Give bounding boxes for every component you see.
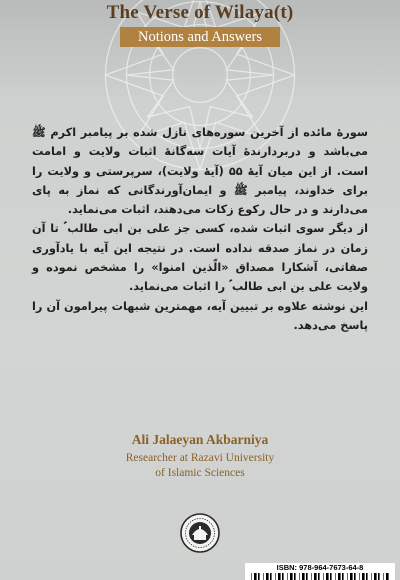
blurb-paragraph: سورۀ مائده از آخرین سوره‌های نازل شده بر پیامبر اکرم ﷺ می‌باشد و دربردارندۀ آیات سه‌گانۀ اثبات ولایت و امامت است. از این میان آیۀ ۵۵ (آیۀ ولایت)، سرپرستی و ولایت را برای خداوند، پیامبر ﷺ و ایمان‌آورندگانی که نماز به پای می‌دارند و در حال رکوع زکات می‌دهند، اثبات می‌نماید. [32, 126, 369, 217]
affiliation-line: Researcher at Razavi University [125, 452, 275, 464]
book-title: The Verse of Wilaya(t) [106, 2, 294, 23]
author-name: Ali Jalaeyan Akbarniya [131, 432, 269, 447]
isbn-label: ISBN: 978-964-7673-64-8 [276, 563, 364, 572]
author-affiliation [0, 451, 400, 481]
barcode-icon [251, 573, 389, 580]
blurb-text [32, 123, 368, 335]
blurb-paragraph: از دیگر سوی اثبات شده، کسی جز علی بن ابی طالب ؑ تا آن زمان در نماز صدقه نداده است. در نتیجه این آیه با یادآوری صفاتی، آشکارا مصداق «الّذین امنوا» را مشخص نموده و ولایت علی بن ابی طالب ؑ را اثبات می‌نماید. [32, 222, 368, 294]
blurb-paragraph: این نوشته علاوه بر تبیین آیه، مهمترین شبهات پیرامون آن را پاسخ می‌دهد. [32, 299, 368, 332]
isbn-barcode [245, 563, 395, 580]
razavi-university-emblem-icon [180, 513, 220, 553]
book-subtitle: Notions and Answers [120, 27, 280, 47]
affiliation-line: of Islamic Sciences [155, 467, 245, 479]
